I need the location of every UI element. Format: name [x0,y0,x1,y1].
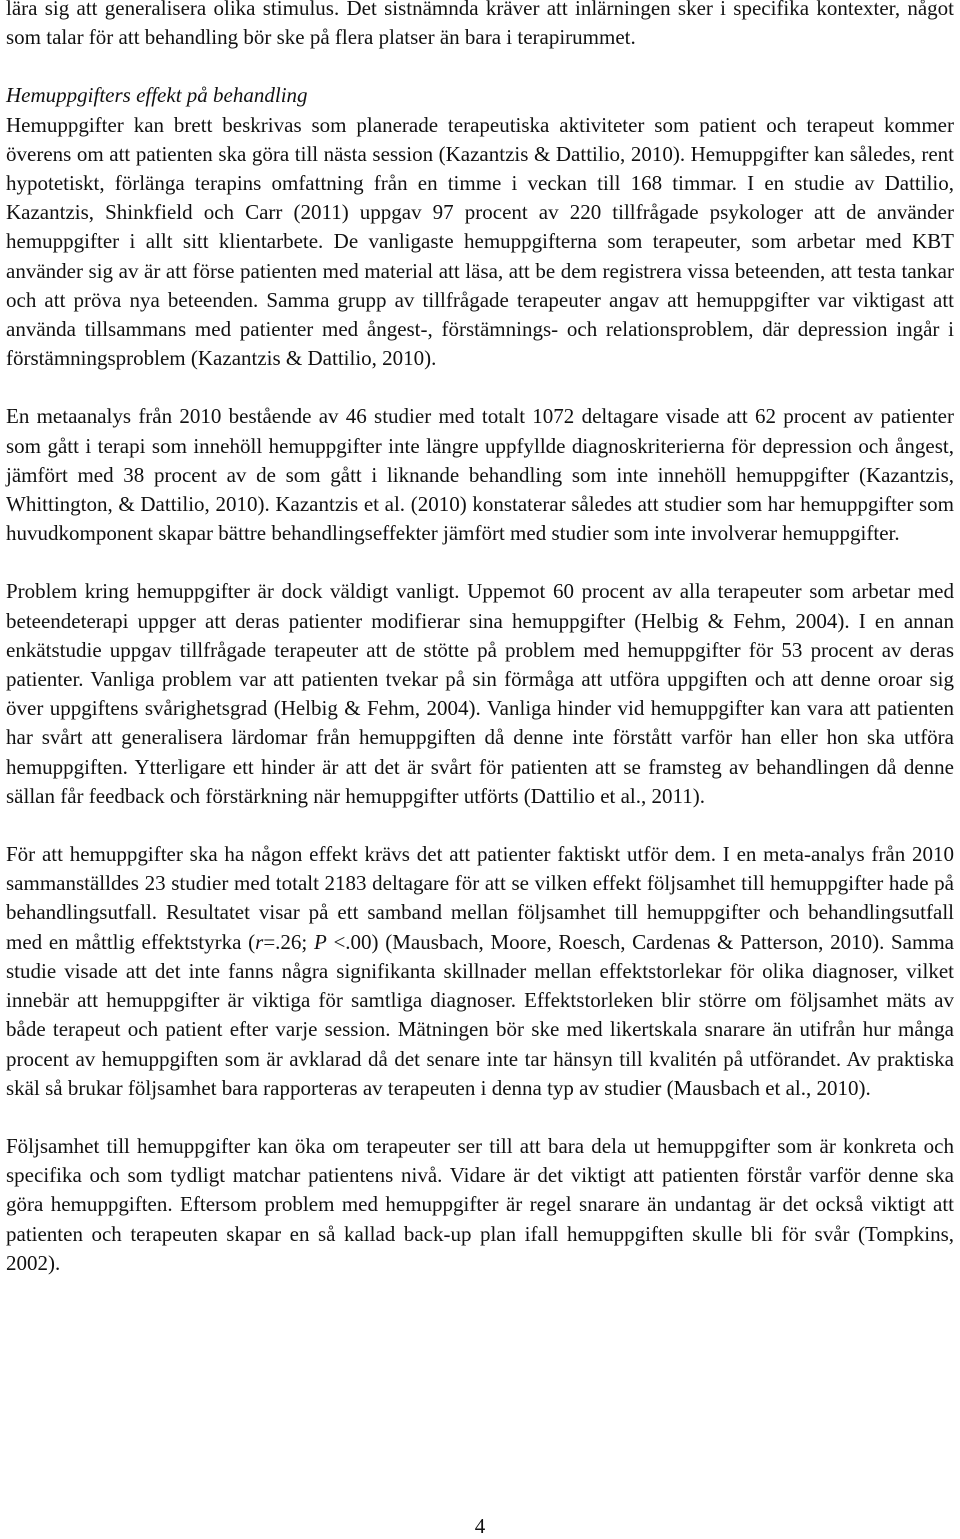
adherence-text-start: För att hemuppgifter ska ha någon effekt krävs det att patienter faktiskt utför dem. I en meta-analys från 2010 sammanställdes 23 studier med totalt 2183 deltagare för att se vilken effekt följsamhet till hemuppgifter hade på behandlingsutfall. Resultatet visar på ett samband mellan följsamhet till hemuppgifter och behandlingsutfall med en måttlig effektstyrka ( [6,842,954,954]
paragraph-meta-analysis: En metaanalys från 2010 bestående av 46 studier med totalt 1072 deltagare visade att 62 procent av patienter som gått i terapi som innehöll hemuppgifter inte längre uppfyllde diagnoskriterierna för depression och ångest, jämfört med 38 procent av de som gått i liknande behandling som inte innehöll hemuppgifter (Kazantzis, Whittington, & Dattilio, 2010). Kazantzis et al. (2010) konstaterar således att studier som har hemuppgifter som huvudkomponent skapar bättre behandlingseffekter jämfört med studier som inte involverar hemuppgifter. [6,404,954,546]
paragraph-adherence-increase: Följsamhet till hemuppgifter kan öka om terapeuter ser till att bara dela ut hemuppgifter som är konkreta och specifika och som tydligt matchar patientens nivå. Vidare är det viktigt att patienten förstår varför denne ska göra hemuppgiften. Eftersom problem med hemuppgifter är regel snarare än undantag är det också viktigt att patienten och terapeuten skapar en så kallad back-up plan ifall hemuppgiften skulle bli för svår (Tompkins, 2002). [6,1133,954,1275]
section-heading: Hemuppgifters effekt på behandling [6,83,308,108]
paragraph-gap [6,52,954,81]
adherence-text-end: <.00) (Mausbach, Moore, Roesch, Cardenas & Patterson, 2010). Samma studie visade att det inte fanns några signifikanta skillnader mellan effektstorlekar för olika diagnoser, vilket innebär att hemuppgifter är viktiga för samtliga diagnoser. Effektstorleken blir större om följsamhet mäts av både terapeut och patient efter varje session. Mätningen bör ske med likertskala snarare än utifrån hur många procent av hemuppgiften som är avklarad då det senare inte tar hänsyn till kvalitén på utförandet. Av praktiska skäl så brukar följsamhet bara rapporteras av terapeuten i denna typ av studier (Mausbach et al., 2010). [6,929,954,1100]
p-symbol: P [313,929,327,954]
paragraph-gap [6,373,954,402]
paragraph-gap [6,811,954,840]
intro-paragraph: lära sig att generalisera olika stimulus. Det sistnämnda kräver att inlärningen sker i specifika kontexter, något som talar för att behandling bör ske på flera platser än bara i terapirummet. [6,0,954,50]
paragraph-gap [6,548,954,577]
r-symbol: r [255,929,264,954]
document-page [6,0,954,1278]
paragraph-gap [6,1103,954,1132]
paragraph-homework-definition: Hemuppgifter kan brett beskrivas som planerade terapeutiska aktiviteter som patient och terapeut kommer överens om att patienten ska göra till nästa session (Kazantzis & Dattilio, 2010). Hemuppgifter kan således, rent hypotetiskt, förlänga terapins omfattning från en timme i veckan till 168 timmar. I en studie av Dattilio, Kazantzis, Shinkfield och Carr (2011) uppgav 97 procent av 220 tillfrågade psykologer att de använder hemuppgifter i allt sitt klientarbete. De vanligaste hemuppgifterna som terapeuter, som arbetar med KBT använder sig av är att förse patienten med material att läsa, att be dem registrera vissa beteenden, att testa tankar och att pröva nya beteenden. Samma grupp av tillfrågade terapeuter angav att hemuppgifter var viktigast att använda tillsammans med patienter med ångest-, förstämnings- och relationsproblem, där depression ingår i förstämningsproblem (Kazantzis & Dattilio, 2010). [6,112,954,371]
paragraph-adherence-effect [6,840,954,1103]
page-number: 4 [474,1514,486,1538]
paragraph-homework-problems: Problem kring hemuppgifter är dock väldigt vanligt. Uppemot 60 procent av alla terapeuter som arbetar med beteendeterapi uppger att deras patienter modifierar sina hemuppgifter (Helbig & Fehm, 2004). I en annan enkätstudie uppgav tillfrågade terapeuter att de stötte på problem med hemuppgifter för 53 procent av deras patienter. Vanliga problem var att patienten tvekar på sin förmåga att utföra uppgiften och att denne oroar sig över uppgiftens svårighetsgrad (Helbig & Fehm, 2004). Vanliga hinder vid hemuppgifter kan vara att patienten har svårt att generalisera lärdomar från hemuppgiften då denne inte förstått varför han eller hon ska utföra hemuppgiften. Ytterligare ett hinder är att det är svårt för patienten att se framsteg av behandlingen då denne sällan får feedback och förstärkning när hemuppgifter utförts (Dattilio et al., 2011). [6,579,954,808]
r-value: =.26; [263,929,314,954]
